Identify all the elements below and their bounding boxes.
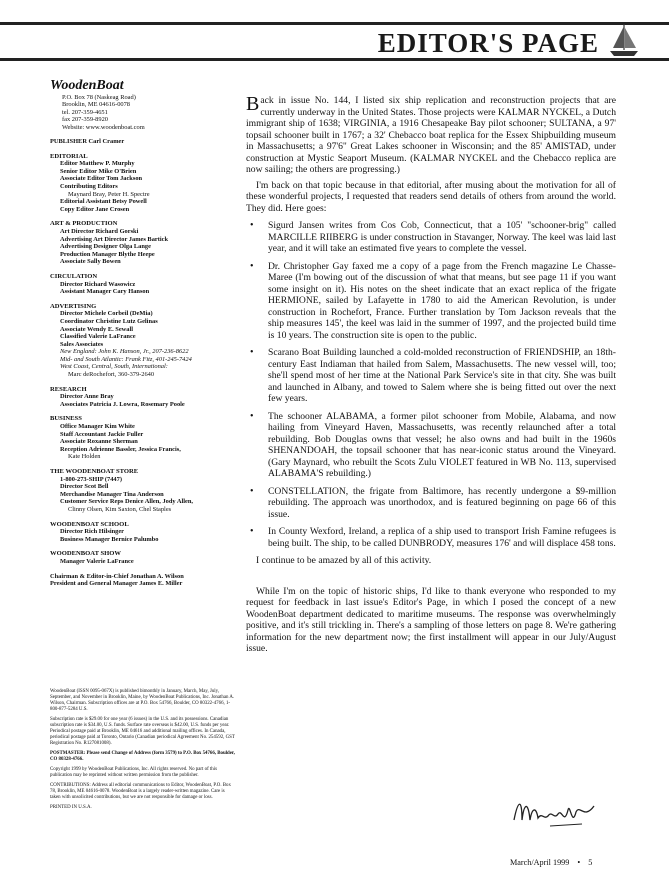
footer-bullet: • [577, 858, 581, 867]
masthead-section [50, 153, 240, 214]
editor-signature-icon [510, 790, 600, 834]
masthead-section [50, 386, 240, 409]
chair-line: Chairman & Editor-in-Chief Jonathan A. Wilson [50, 572, 184, 580]
address-line: Website: www.woodenboat.com [62, 123, 145, 131]
ship-list [246, 220, 616, 549]
masthead-credit-line: Reception Adrienne Bassler, Jessica Francis, [60, 445, 181, 453]
article-text: ack in issue No. 144, I listed six ship replication and reconstruction projects that are currently underway in the United States. Those projects were KALMAR NYCKEL, a Dutch immigrant ship of 1638; VIRGINIA, a 1916 Chesapeake Bay pilot schooner; SULTANA, a 97' topsail schooner built in 1767; a 32' Chebacco boat replica for the Essex Shipbuilding museum in Massachusetts; a 97'6" Great Lakes schooner in Wisconsin; and the 85' AMISTAD, under construction at Mystic Seaport Museum. (KALMAR NYCKEL and the Chebacco replica are now sailing; the others are progressing.) [246, 95, 616, 175]
chair-line: President and General Manager James E. Miller [50, 580, 183, 588]
masthead-credit-line: New England: John K. Hanson, Jr., 207-236-8622 [60, 348, 189, 356]
masthead-section-title: EDITORIAL [50, 152, 88, 160]
fine-print-paragraph: PRINTED IN U.S.A. [50, 805, 92, 810]
address-line: Brooklin, ME 04616-0078 [62, 101, 130, 109]
masthead-credit-line: Advertising Designer Olga Lange [60, 243, 151, 251]
page-header [0, 0, 669, 70]
fine-print [50, 689, 235, 815]
masthead-credit-line: Editorial Assistant Betsy Powell [60, 198, 147, 206]
masthead-credit-line: Director Scot Bell [60, 483, 109, 491]
masthead-credit-line: Associate Roxanne Sherman [60, 438, 138, 446]
masthead-credit-line: Senior Editor Mike O'Brien [60, 167, 137, 175]
masthead-credit-line: Manager Valerie LaFrance [60, 557, 134, 565]
page-footer [510, 858, 592, 867]
masthead-credit-line: Kate Holden [68, 453, 101, 461]
masthead-credit-line: Associate Wendy E. Sewall [60, 325, 134, 333]
header-top-rule [0, 22, 669, 25]
issue-date: March/April 1999 [510, 858, 570, 867]
masthead [50, 78, 240, 588]
masthead-credit-line: Associate Sally Bowen [60, 258, 121, 266]
masthead-credit-line: Business Manager Bernice Palumbo [60, 535, 159, 543]
masthead-credit-line: Coordinator Christine Lutz Gelinas [60, 317, 158, 325]
masthead-credit-line: Director Rich Hilsinger [60, 528, 125, 536]
masthead-credit-line: Sales Associates [60, 340, 104, 348]
sailboat-logo-icon [607, 22, 641, 58]
masthead-credit-line: Editor Matthew P. Murphy [60, 160, 135, 168]
article-paragraph: While I'm on the topic of historic ships, I'd like to thank everyone who responded to my request for feedback in last issue's Editor's Page, in which I posed the concept of a new WoodenBoat department dedicated to maritime museums. The response was overwhelmingly positive, and it's still trickling in. There's a sampling of those letters on page 8. We're gathering information for the new department now; the first installment will appear in our July/August issue. [246, 585, 616, 654]
masthead-credit-line: Merchandise Manager Tina Anderson [60, 490, 164, 498]
masthead-credit-line: Director Anne Bray [60, 393, 114, 401]
masthead-credit-line: Marc deRochefort, 360-379-2640 [68, 371, 155, 379]
fine-print-paragraph: CONTRIBUTIONS: Address all editorial communications to Editor, WoodenBoat, P.O. Box 78, Brooklin, ME 04616-0078. WoodenBoat is a largely reader-written magazine. Care is taken with unsolicited contributions, but we are not responsible for damage or loss. [50, 783, 231, 800]
masthead-section-title: WOODENBOAT SHOW [50, 550, 122, 558]
masthead-section-title: CIRCULATION [50, 272, 98, 280]
masthead-section-title: WOODENBOAT SCHOOL [50, 520, 129, 528]
masthead-credit-line: Mid- and South Atlantic: Frank Fitz, 401-245-7424 [60, 355, 192, 363]
masthead-section-title: ART & PRODUCTION [50, 220, 118, 228]
list-item: • CONSTELLATION, the frigate from Baltimore, has recently undergone a $9-million rebuilding. The approach was unorthodox, and is featured beginning on page 66 of this issue. [246, 486, 616, 521]
article-paragraph: I'm back on that topic because in that editorial, after musing about the motivation for all of these wonderful projects, I requested that readers send details of others from around the world. They did. Here goes: [246, 179, 616, 214]
masthead-credit-line: Art Director Richard Gorski [60, 227, 139, 235]
masthead-credit-line: Production Manager Blythe Heepe [60, 250, 155, 258]
article-paragraph [246, 95, 616, 176]
masthead-publisher: PUBLISHER Carl Cramer [50, 138, 125, 146]
address-line: fax 207-359-8920 [62, 116, 108, 124]
masthead-credit-line: Associate Editor Tom Jackson [60, 175, 143, 183]
list-item: • Scarano Boat Building launched a cold-molded reconstruction of FRIENDSHIP, an 18th-century East Indiaman that hailed from Salem, Massachusetts. The new vessel will, too; she'll spend most of her time at the National Park Service's site in that city. She was built and launched in Albany, and towed to Salem where she is being fitted out over the next few years. [246, 347, 616, 405]
masthead-credit-line: Customer Service Reps Denice Allen, Jody Allen, [60, 498, 194, 506]
fine-print-paragraph: WoodenBoat (ISSN 0095-067X) is published bimonthly in January, March, May, July, September, and November in Brooklin, Maine, by WoodenBoat Publications, Inc. Jonathan A. Wilson, Chairman. Subscription offices are at P.O. Box 54766, Boulder, CO 80322-4766, 1-800-877-5284 U.S. [50, 689, 235, 712]
fine-print-paragraph: POSTMASTER: Please send Change of Address (form 3579) to P.O. Box 54766, Boulder, CO 80328-4766. [50, 751, 235, 762]
masthead-section-title: ADVERTISING [50, 302, 97, 310]
masthead-section-title: RESEARCH [50, 385, 87, 393]
masthead-address [50, 94, 240, 131]
masthead-brand: WoodenBoat [50, 78, 124, 93]
masthead-credit-line: Associates Patricia J. Lowra, Rosemary Poole [60, 400, 185, 408]
page-number: 5 [588, 858, 593, 867]
fine-print-paragraph: Subscription rate is $29.00 for one year (6 issues) in the U.S. and its possessions. Canadian subscription rate is $34.00, U.S. funds. Surface rate overseas is $42.00, U.S. funds per year. Periodical postage paid at Brooklin, ME 04616 and additional mailing offices. In Canada, periodical postage paid at Toronto, Ontario (Canadian periodical Agreement No. 254592, GST Registration No. R127081008). [50, 717, 235, 746]
masthead-credit-line: Staff Accountant Jackie Fuller [60, 430, 144, 438]
masthead-credit-line: Clinny Olsen, Kim Saxton, Chel Staples [68, 505, 172, 513]
masthead-credit-line: Maynard Bray, Peter H. Spectre [68, 190, 150, 198]
masthead-credit-line: West Coast, Central, South, International: [60, 363, 168, 371]
list-item: • Sigurd Jansen writes from Cos Cob, Connecticut, that a 105' "schooner-brig" called MARCILLE RIIBERG is under construction in Stavanger, Norway. The keel was laid last year, and it will take an estimated five years to complete the vessel. [246, 220, 616, 255]
masthead-credit-line: Copy Editor Jane Crosen [60, 205, 130, 213]
masthead-credit-line: Classified Valerie LaFrance [60, 333, 136, 341]
masthead-sections [50, 153, 240, 566]
article-paragraph: I continue to be amazed by all of this activity. [256, 555, 432, 566]
masthead-section [50, 220, 240, 266]
list-item: • The schooner ALABAMA, a former pilot schooner from Mobile, Alabama, and now hailing from Vineyard Haven, Massachusetts, was recently relaunched after a total rebuilding. Bob Douglas owns that vessel; he also owns and had built in the 1960s SHENANDOAH, the topsail schooner that has near-iconic status around the Vineyard. (Gary Maynard, who rebuilt the Scots Zulu VIOLET featured in WB No. 113, supervised ALABAMA'S rebuilding.) [246, 411, 616, 480]
list-item: • In County Wexford, Ireland, a replica of a ship used to transport Irish Famine refugees is being built. The ship, to be called DUNBRODY, measures 176' and will displace 458 tons. [246, 526, 616, 549]
masthead-credit-line: Contributing Editors [60, 183, 118, 190]
masthead-credit-line: Director Michele Corbeil (DeMia) [60, 310, 153, 318]
masthead-section [50, 521, 240, 544]
address-line: tel. 207-359-4651 [62, 108, 108, 116]
masthead-section-title: BUSINESS [50, 415, 82, 423]
masthead-section [50, 303, 240, 379]
article-body [246, 95, 616, 655]
drop-cap: B [246, 93, 260, 115]
masthead-credit-line: 1-800-273-SHIP (7447) [60, 475, 122, 483]
address-line: P.O. Box 78 (Naskeag Road) [62, 94, 136, 101]
masthead-credit-line: Office Manager Kim White [60, 423, 135, 431]
masthead-section [50, 550, 240, 565]
list-item: • Dr. Christopher Gay faxed me a copy of a page from the French magazine Le Chasse-Maree (I'm bowing out of the discussion of what that means, but see page 11 if you want some insight on it). His notes on the sheet indicate that an exact replica of the frigate HERMIONE, sailed by Lafayette in 1780 to aid the American Revolution, is under construction in Rochefort, France. Further translation by Tom Jackson reveals that the ship measures 145', the keel was laid in the summer of 1997, and the projected build time is 10 years. The construction site is open to the public. [246, 261, 616, 342]
masthead-credit-line: Director Richard Wasowicz [60, 280, 136, 288]
masthead-section [50, 468, 240, 514]
masthead-credit-line: Assistant Manager Cary Hanson [60, 288, 150, 296]
header-bottom-rule [0, 58, 669, 61]
masthead-section [50, 415, 240, 461]
page-title: EDITOR'S PAGE [377, 28, 599, 58]
masthead-section-title: THE WOODENBOAT STORE [50, 468, 139, 475]
masthead-chair [50, 573, 240, 588]
masthead-section [50, 273, 240, 296]
fine-print-paragraph: Copyright 1999 by WoodenBoat Publications, Inc. All rights reserved. No part of this publication may be reprinted without written permission from the publisher. [50, 767, 217, 778]
masthead-credit-line: Advertising Art Director James Bartick [60, 235, 169, 243]
